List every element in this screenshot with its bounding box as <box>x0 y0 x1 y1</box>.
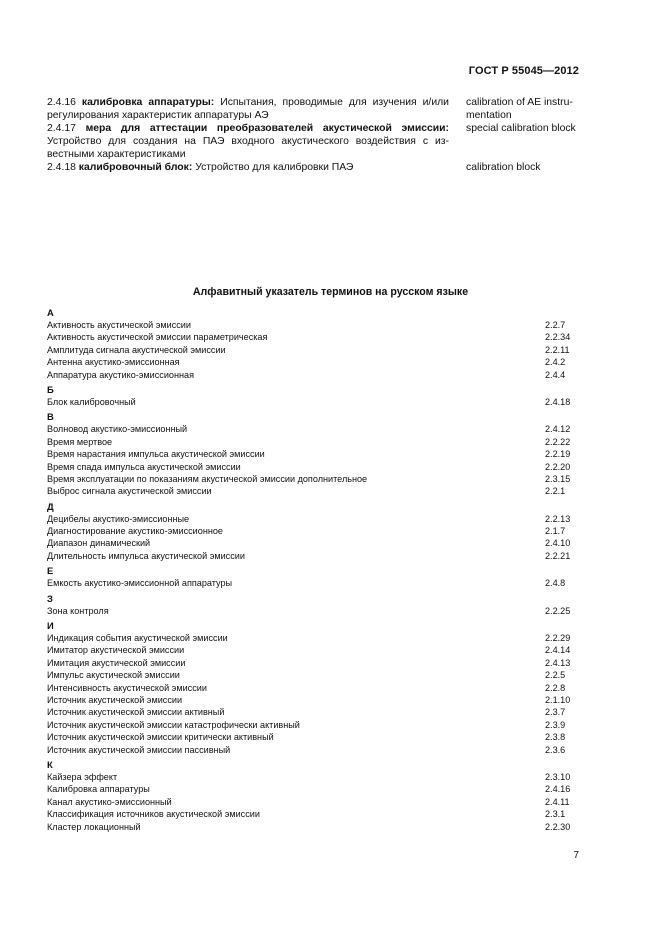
definition-number: 2.4.17 <box>47 123 76 134</box>
index-ref: 2.3.8 <box>545 732 566 743</box>
definition-text: Устройство для создания на ПАЭ входного акустического воздействия с из-вестными характеристиками <box>47 136 449 160</box>
index-ref: 2.2.30 <box>545 821 571 832</box>
index-entry <box>47 331 607 343</box>
index-ref: 2.4.14 <box>545 645 571 656</box>
standard-code: ГОСТ Р 55045—2012 <box>468 65 579 77</box>
index-entry <box>47 423 607 435</box>
index-entry <box>47 436 607 448</box>
definition-term: калибровка аппаратуры: <box>81 97 215 108</box>
index-group <box>47 411 607 497</box>
index-ref: 2.3.15 <box>545 473 571 484</box>
index-entry <box>47 396 607 408</box>
index-term: Аппаратура акустико-эмиссионная <box>47 369 195 380</box>
index-entry <box>47 605 607 617</box>
index-term: Емкость акустико-эмиссионной аппаратуры <box>47 578 233 589</box>
index-term: Импульс акустической эмиссии <box>47 670 180 681</box>
index-entry <box>47 550 607 562</box>
index-ref: 2.2.25 <box>545 605 571 616</box>
definition-english: calibration block <box>466 162 541 173</box>
index-group <box>47 307 607 381</box>
index-entry <box>47 356 607 368</box>
index-letter: Д <box>47 500 54 512</box>
index-ref: 2.2.7 <box>545 320 566 330</box>
index-entry <box>47 694 607 706</box>
index-entry <box>47 719 607 731</box>
index-ref: 2.1.10 <box>545 694 571 705</box>
index-term: Волновод акустико-эмиссионный <box>47 424 188 435</box>
index-term: Антенна акустико-эмиссионная <box>47 357 180 368</box>
definition-english: calibration of AE instru- mentation <box>466 97 573 121</box>
index-entry <box>47 632 607 644</box>
index-entry <box>47 577 607 589</box>
index-letter: В <box>47 411 54 423</box>
index-term: Длительность импульса акустической эмиссии <box>47 550 245 561</box>
definition-english: special calibration block <box>466 123 576 134</box>
index-term: Источник акустической эмиссии катастрофически активный <box>47 719 300 730</box>
index-entry <box>47 808 607 820</box>
alphabetical-index <box>47 304 607 833</box>
index-term: Зона контроля <box>47 605 109 616</box>
definition-2-4-17 <box>47 122 587 161</box>
index-ref: 2.4.8 <box>545 578 566 589</box>
index-term: Диагностирование акустико-эмиссионное <box>47 526 223 537</box>
index-entry <box>47 485 607 497</box>
definition-term: калибровочный блок: <box>78 162 193 173</box>
index-term: Диапазон динамический <box>47 538 151 549</box>
index-ref: 2.2.22 <box>545 436 571 447</box>
definition-2-4-16 <box>47 96 587 122</box>
index-term: Имитатор акустической эмиссии <box>47 645 185 656</box>
index-entry <box>47 461 607 473</box>
page-number: 7 <box>573 850 579 861</box>
index-group <box>47 593 607 617</box>
index-entry <box>47 783 607 795</box>
index-entry <box>47 344 607 356</box>
index-term: Источник акустической эмиссии пассивный <box>47 744 231 755</box>
index-term: Источник акустической эмиссии активный <box>47 707 225 718</box>
index-ref: 2.2.29 <box>545 633 571 644</box>
index-term: Время нарастания импульса акустической эмиссии <box>47 449 265 460</box>
index-entry <box>47 657 607 669</box>
index-ref: 2.2.20 <box>545 461 571 472</box>
index-letter: Е <box>47 565 54 577</box>
index-ref: 2.4.2 <box>545 357 566 368</box>
index-entry <box>47 319 607 331</box>
index-term: Калибровка аппаратуры <box>47 784 150 795</box>
index-letter: Б <box>47 383 54 395</box>
index-term: Амплитуда сигнала акустической эмиссии <box>47 344 226 355</box>
index-term: Кайзера эффект <box>47 771 118 782</box>
index-term: Выброс сигнала акустической эмиссии <box>47 486 212 497</box>
index-term: Имитация акустической эмиссии <box>47 657 186 668</box>
index-ref: 2.2.13 <box>545 513 571 524</box>
index-term: Интенсивность акустической эмиссии <box>47 682 207 693</box>
index-group <box>47 384 607 408</box>
index-ref: 2.2.34 <box>545 332 571 343</box>
index-entry <box>47 513 607 525</box>
index-term: Источник акустической эмиссии критически активный <box>47 732 274 743</box>
index-ref: 2.4.12 <box>545 424 571 435</box>
index-entry <box>47 448 607 460</box>
index-letter: З <box>47 592 53 604</box>
index-term: Источник акустической эмиссии <box>47 694 183 705</box>
index-entry <box>47 771 607 783</box>
index-term: Время мертвое <box>47 436 113 447</box>
index-ref: 2.4.4 <box>545 369 566 380</box>
index-ref: 2.4.13 <box>545 657 571 668</box>
index-term: Время эксплуатации по показаниям акустической эмиссии дополнительное <box>47 473 368 484</box>
index-term: Индикация события акустической эмиссии <box>47 633 228 644</box>
definitions-section <box>47 96 587 174</box>
index-entry <box>47 369 607 381</box>
index-entry <box>47 537 607 549</box>
index-ref: 2.1.7 <box>545 526 566 537</box>
index-group <box>47 620 607 756</box>
index-entry <box>47 644 607 656</box>
index-entry <box>47 682 607 694</box>
index-ref: 2.3.9 <box>545 719 566 730</box>
index-letter: И <box>47 620 54 632</box>
index-letter: А <box>47 307 54 318</box>
index-ref: 2.2.19 <box>545 449 571 460</box>
index-entry <box>47 731 607 743</box>
index-entry <box>47 744 607 756</box>
index-group <box>47 565 607 589</box>
index-ref: 2.2.11 <box>545 344 570 355</box>
index-ref: 2.2.5 <box>545 670 566 681</box>
index-ref: 2.4.16 <box>545 784 571 795</box>
index-term: Время спада импульса акустической эмиссии <box>47 461 241 472</box>
index-ref: 2.2.8 <box>545 682 566 693</box>
index-entry <box>47 821 607 833</box>
index-entry <box>47 669 607 681</box>
index-ref: 2.2.1 <box>545 486 566 497</box>
index-entry <box>47 796 607 808</box>
index-term: Кластер локационный <box>47 821 141 832</box>
index-term: Активность акустической эмиссии <box>47 320 191 330</box>
index-ref: 2.2.21 <box>545 550 571 561</box>
index-term: Классификация источников акустической эмиссии <box>47 809 260 820</box>
index-entry <box>47 473 607 485</box>
index-title: Алфавитный указатель терминов на русском языке <box>192 286 469 298</box>
index-term: Канал акустико-эмиссионный <box>47 796 172 807</box>
index-group <box>47 501 607 563</box>
index-group <box>47 759 607 833</box>
definition-term: мера для аттестации преобразователей акустической эмиссии: <box>85 123 449 134</box>
index-letter: К <box>47 758 53 770</box>
index-ref: 2.4.10 <box>545 538 571 549</box>
index-ref: 2.3.6 <box>545 744 566 755</box>
index-ref: 2.3.1 <box>545 809 566 820</box>
index-ref: 2.3.7 <box>545 707 566 718</box>
index-entry <box>47 706 607 718</box>
index-term: Децибелы акустико-эмиссионные <box>47 513 190 524</box>
index-ref: 2.4.18 <box>545 396 571 407</box>
index-ref: 2.4.11 <box>545 796 570 807</box>
index-ref: 2.3.10 <box>545 771 571 782</box>
definition-2-4-18 <box>47 161 587 174</box>
index-term: Активность акустической эмиссии параметрическая <box>47 332 268 343</box>
index-entry <box>47 525 607 537</box>
definition-text: Испытания, проводимые для изучения и/или регулирования характеристик аппаратуры АЭ <box>47 97 449 121</box>
index-term: Блок калибровочный <box>47 396 136 407</box>
definition-text: Устройство для калибровки ПАЭ <box>195 162 354 173</box>
definition-number: 2.4.16 <box>47 97 76 108</box>
definition-number: 2.4.18 <box>47 162 76 173</box>
